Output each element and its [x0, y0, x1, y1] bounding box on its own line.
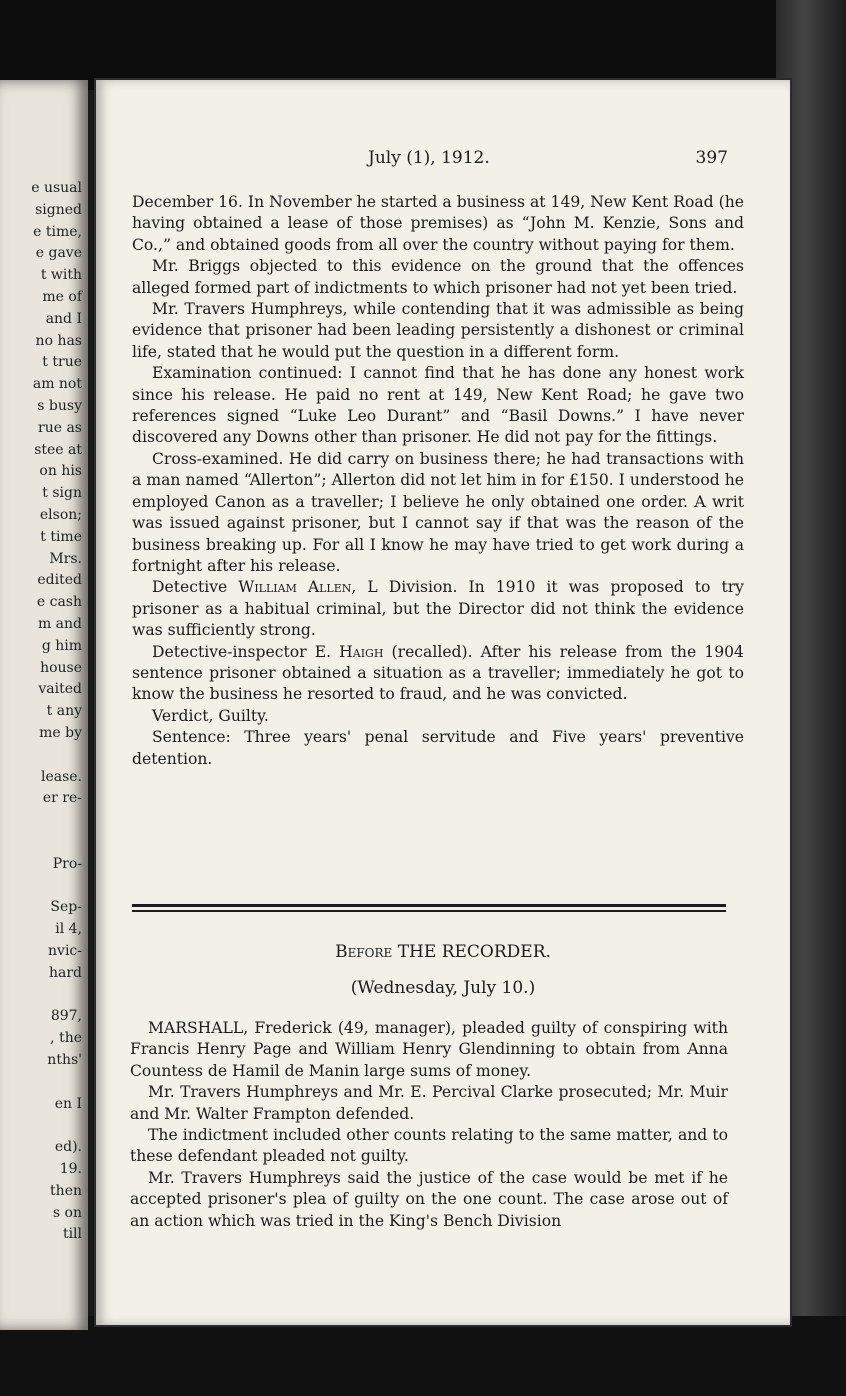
left-page-line: till — [62, 1226, 82, 1243]
paragraph: Mr. Travers Humphreys and Mr. E. Percival Clarke prosecuted; Mr. Muir and Mr. Walter Frampton defended. — [130, 1083, 728, 1123]
left-page-line: ed). — [54, 1139, 82, 1156]
left-page-line: g him — [41, 637, 82, 654]
verdict: Verdict, Guilty. — [152, 706, 269, 725]
left-page-line: no has — [35, 332, 82, 349]
left-page-line: me of — [42, 289, 82, 305]
heading-prefix: Before — [335, 942, 393, 962]
left-page-line: e gave — [35, 245, 82, 262]
paragraph: Mr. Travers Humphreys said the justice of the case would be met if he accepted prisoner's plea of guilty on the one count. The case arose out of an action which was tried in the King's Bench Division — [130, 1168, 728, 1230]
paragraph: The indictment included other counts relating to the same matter, and to these defendant pleaded not guilty. — [130, 1126, 728, 1166]
section-rule-thin — [132, 910, 726, 912]
left-page-line: t true — [42, 354, 82, 371]
witness-name: William Allen — [238, 578, 352, 597]
left-page-line: t any — [46, 703, 82, 720]
previous-page-strip — [0, 80, 88, 1330]
left-page-line: , the — [50, 1030, 82, 1047]
page-date-header: July (1), 1912. — [368, 148, 490, 168]
page-number: 397 — [695, 148, 728, 168]
trial-report-text — [132, 192, 744, 770]
heading-main: THE RECORDER. — [397, 942, 551, 962]
left-page-line: t sign — [42, 485, 82, 502]
text-span: (recalled). After his release from the 1904 sentence prisoner obtained a situation as a traveller; immediately he got to know the business he resorted to fraud, and he was convicted. — [132, 642, 744, 704]
paragraph: MARSHALL, Frederick (49, manager), pleaded guilty of conspiring with Francis Henry Page and William Henry Glendinning to obtain from Anna Countess de Hamil de Manin large sums of money. — [130, 1019, 728, 1080]
left-page-line: e cash — [36, 594, 82, 611]
paragraph: Examination continued: I cannot find that he has done any honest work since his release. He paid no rent at 149, New Kent Road; he gave two references signed “Luke Leo Durant” and “Basil Downs.” I have never discovered any Downs other than prisoner. He did not pay for the fittings. — [132, 364, 744, 447]
running-head — [96, 148, 790, 172]
left-page-line: Sep- — [50, 899, 82, 916]
left-page-line: en I — [54, 1095, 82, 1112]
left-page-line: t time — [40, 528, 82, 545]
left-page-line: hard — [48, 964, 82, 981]
left-page-line: nvic- — [48, 943, 82, 959]
left-page-line: edited — [37, 572, 82, 589]
left-page-line: then — [50, 1182, 82, 1199]
left-page-line: t with — [40, 267, 82, 284]
left-page-line: Mrs. — [49, 550, 82, 567]
paragraph: December 16. In November he started a business at 149, New Kent Road (he having obtained a lease of those premises) as “John M. Kenzie, Sons and Co.,” and obtained goods from all over the country without paying for them. — [132, 193, 744, 254]
left-page-line: am not — [32, 376, 82, 393]
case-text — [130, 1018, 728, 1232]
left-page-line: 897, — [50, 1008, 82, 1025]
left-page-line: 19. — [59, 1161, 82, 1177]
section-rule-thick — [132, 904, 726, 907]
paragraph — [132, 642, 744, 706]
paragraph — [132, 577, 744, 641]
left-page-line: s busy — [37, 398, 82, 414]
book-page — [96, 80, 790, 1325]
left-page-line: m and — [37, 616, 82, 632]
section-date: (Wednesday, July 10.) — [350, 978, 536, 998]
section-heading — [96, 942, 790, 962]
text-span: Detective-inspector — [152, 642, 307, 661]
left-page-line: nths' — [47, 1052, 82, 1068]
left-page-line: house — [40, 659, 82, 676]
left-page-line: e time, — [33, 223, 82, 240]
paragraph: Mr. Briggs objected to this evidence on the ground that the offences alleged formed part of indictments to which prisoner had not yet been tried. — [132, 257, 744, 297]
paragraph: Cross-examined. He did carry on business there; he had transactions with a man named “Allerton”; Allerton did not let him in for £150. I understood he employed Canon as a traveller; I believe he only obtained one order. A writ was issued against prisoner, but I cannot say if that was the reason of the business breaking up. For all I know he may have tried to get work during a fortnight after his release. — [132, 449, 744, 575]
left-page-line: signed — [35, 201, 82, 218]
left-page-line: rue as — [38, 419, 82, 436]
scan-background-top — [0, 0, 846, 90]
left-page-line: vaited — [38, 681, 82, 698]
paragraph: Mr. Travers Humphreys, while contending that it was admissible as being evidence that prisoner had been leading persistently a dishonest or criminal life, stated that he would put the question in a different form. — [132, 300, 744, 361]
witness-name: E. Haigh — [314, 642, 384, 661]
text-span: , L Division. In 1910 it was proposed to try prisoner as a habitual criminal, but the Director did not think the evidence was sufficiently strong. — [132, 578, 744, 640]
left-page-line: stee at — [34, 441, 82, 458]
left-page-line: il 4, — [55, 921, 82, 938]
scan-background-bottom — [0, 1316, 846, 1396]
left-page-line: me by — [39, 725, 82, 741]
left-page-line: s on — [52, 1204, 82, 1221]
left-page-line: e usual — [31, 180, 82, 196]
left-page-line: on his — [39, 463, 82, 480]
left-page-line: elson; — [39, 507, 82, 523]
text-span: Detective — [152, 578, 228, 597]
left-page-line: er re- — [42, 790, 82, 807]
left-page-line: Pro- — [52, 855, 82, 872]
sentence: Sentence: Three years' penal servitude and Five years' preventive detention. — [132, 728, 744, 768]
left-page-line: lease. — [40, 768, 82, 785]
left-page-line: and I — [45, 310, 82, 327]
